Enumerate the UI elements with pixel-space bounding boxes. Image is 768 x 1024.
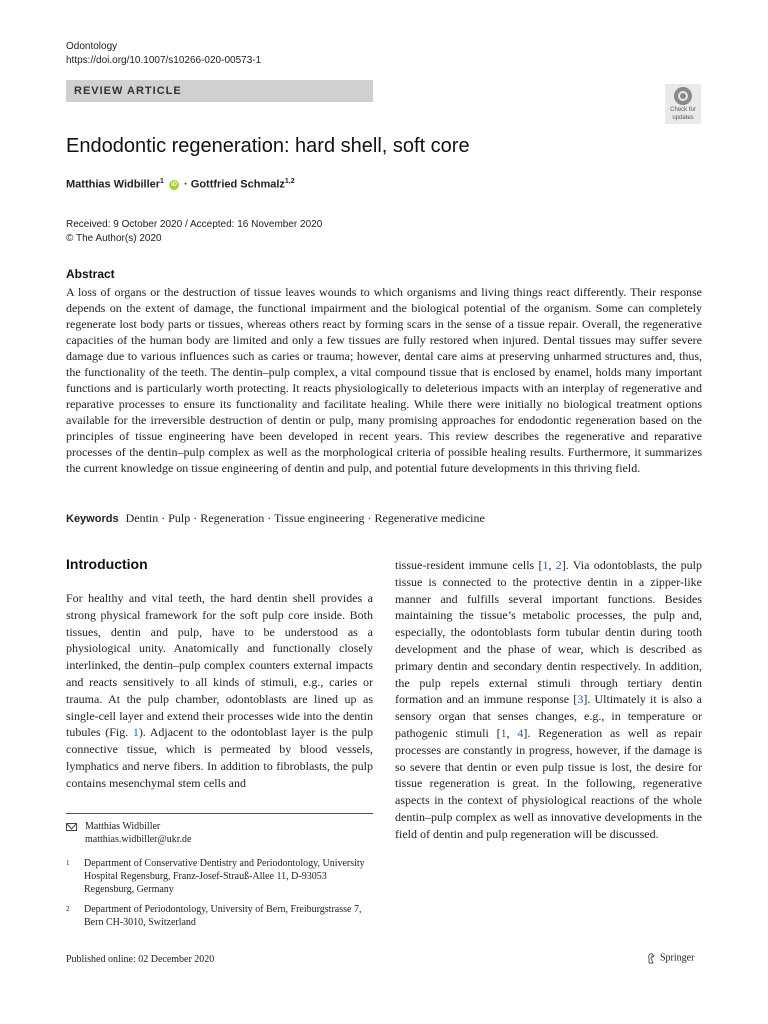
- author-separator: ·: [181, 178, 191, 191]
- author-1-affiliation: 1: [160, 178, 164, 185]
- check-for-updates-badge[interactable]: [665, 84, 701, 124]
- intro-right-text-f: ]. Regeneration as well as repair processes are constantly in progress, however, if the damage is so severe that dentin or even pulp tissue is lost, the desire for tissue regeneration is great. In the following, regenerative aspects in the context of physiological reactions of the whole dentin–pulp complex as well as innovative developments in the field of dentin and pulp regeneration will be discussed.: [395, 725, 703, 841]
- check-updates-line1: Check for: [670, 107, 696, 113]
- corresponding-author: [66, 820, 191, 846]
- author-2-affiliation: 1,2: [284, 178, 295, 185]
- intro-right-text-b: ,: [548, 558, 556, 572]
- intro-right-text-d: ]. Ultimately it is also a sensory organ that senses changes, e.g., in temperature or pathogenic stimuli [: [395, 692, 702, 740]
- envelope-icon: [66, 823, 77, 831]
- intro-right-column: [395, 557, 702, 843]
- publisher-logo: [646, 952, 694, 964]
- introduction-heading: Introduction: [66, 556, 148, 572]
- citation-ref-3[interactable]: 3: [577, 692, 584, 707]
- keywords-heading: Keywords: [66, 513, 119, 525]
- author-1[interactable]: Matthias Widbiller: [66, 178, 161, 191]
- intro-right-text-a: tissue-resident immune cells [: [395, 558, 543, 572]
- orcid-icon[interactable]: iD: [171, 181, 177, 188]
- received-accepted: Received: 9 October 2020 / Accepted: 16 November 2020: [66, 219, 323, 230]
- doi-link[interactable]: https://doi.org/10.1007/s10266-020-00573-1: [66, 55, 262, 66]
- figure-ref-1[interactable]: 1: [132, 725, 139, 740]
- springer-horse-icon: [646, 952, 656, 964]
- affiliation-1: [66, 857, 366, 896]
- article-title: Endodontic regeneration: hard shell, soft core: [66, 135, 470, 157]
- contact-email[interactable]: matthias.widbiller@ukr.de: [85, 834, 192, 845]
- check-updates-icon: [674, 87, 692, 105]
- affiliation-1-text: Department of Conservative Dentistry and Periodontology, University Hospital Regensburg, Franz-Josef-Strauß-Allee 11, D-93053 Regensburg, Germany: [84, 858, 365, 895]
- check-updates-line2: updates: [672, 115, 694, 121]
- affiliation-1-number: 1: [66, 859, 70, 867]
- published-date: Published online: 02 December 2020: [66, 954, 215, 965]
- citation-ref-2[interactable]: 2: [555, 558, 562, 572]
- affiliation-2-number: 2: [66, 905, 70, 913]
- journal-name: Odontology: [66, 41, 118, 52]
- affiliation-2: [66, 903, 366, 929]
- contact-name: Matthias Widbiller: [85, 821, 161, 832]
- article-type-label: REVIEW ARTICLE: [74, 85, 182, 97]
- copyright-line: © The Author(s) 2020: [66, 233, 162, 244]
- publisher-name: Springer: [660, 952, 695, 964]
- article-type-banner: [66, 80, 373, 102]
- intro-left-text-a: For healthy and vital teeth, the hard dentin shell provides a strong physical framework for the soft pulp core inside. Both tissues, dentin and pulp, have to be understood as a physiological unity. Anatomically and functionally closely interlinked, the dentin–pulp complex counters external impacts and reacts sensitively to all kinds of stimuli, e.g., caries or trauma. At the pulp chamber, odontoblasts are lined up as single-cell layer and extend their processes wide into the dentin tubules (Fig.: [66, 591, 373, 740]
- abstract-heading: Abstract: [66, 267, 115, 281]
- abstract-text: A loss of organs or the destruction of tissue leaves wounds to which organisms and living things react differently. Their response depends on the extent of damage, the functional impairment and the biological potential of the organism. Some can completely regenerate lost body parts or tissues, whereas others react by forming scars in the sense of a tissue repair. Overall, the regenerative capacities of the human body are limited and only a few tissues are fully restored when injured. Dental tissues may suffer severe damage due to various influences such as caries or trauma; however, dental care aims at preserving unharmed structures and, thus, the functionality of the teeth. The dentin–pulp complex, a vital compound tissue that is enclosed by enamel, holds many important functions and is particularly worth protecting. It reacts physiologically to deleterious impacts with an interplay of regenerative and reparative processes to ensure its functionality and facilitate healing. While there were initially no biological treatment options available for the irreversible destruction of dentin or pulp, many promising approaches for endodontic regeneration based on the principles of tissue engineering have been developed in recent years. This review describes the regenerative and reparative processes of the dentin–pulp complex as well as the morphological criteria of possible healing results. Furthermore, it summarizes the current knowledge on tissue engineering of dentin and pulp, and potential future developments in this thriving field.: [66, 285, 702, 475]
- journal-header: [66, 40, 261, 68]
- footnote-divider: [66, 813, 373, 814]
- intro-right-text-c: ]. Via odontoblasts, the pulp tissue is connected to the protective dentin in a zipper-like manner and fulfills several important functions. Besides maintaining the tissue’s metabolic processes, the pulp and, especially, the odontoblasts form tubular dentin during tooth development and the phase of wear, which is described as primary dentin and secondary dentin respectively. In addition, the pulp repels external stimuli through tertiary dentin formation and an immune response [: [395, 558, 702, 707]
- intro-left-text-b: ). Adjacent to the odontoblast layer is the pulp connective tissue, which is permeated by blood vessels, lymphatics and nerve fibers. In addition to fibroblasts, the pulp contains mesenchymal stem cells and: [66, 725, 373, 790]
- author-list: [66, 178, 295, 191]
- intro-left-column: [66, 590, 373, 792]
- citation-ref-4[interactable]: 4: [517, 725, 524, 740]
- citation-ref-1[interactable]: 1: [542, 558, 549, 572]
- keywords-text: Dentin · Pulp · Regeneration · Tissue engineering · Regenerative medicine: [125, 511, 485, 525]
- intro-right-text-e: ,: [506, 725, 518, 740]
- citation-ref-1b[interactable]: 1: [500, 725, 507, 740]
- keywords-line: [66, 511, 485, 526]
- article-dates: [66, 218, 322, 246]
- affiliation-2-text: Department of Periodontology, University of Bern, Freiburgstrasse 7, Bern CH-3010, Switzerland: [84, 904, 362, 928]
- author-2[interactable]: Gottfried Schmalz: [190, 178, 285, 191]
